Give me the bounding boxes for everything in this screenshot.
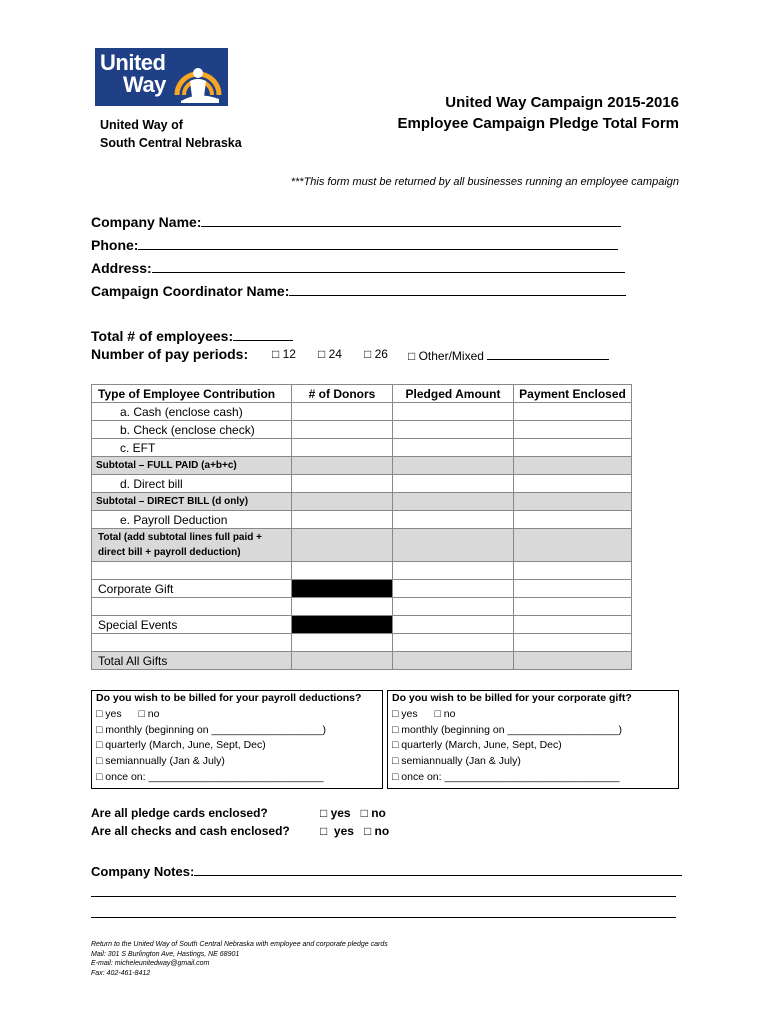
company-name-field[interactable] [91,212,621,230]
table-header-row [92,385,632,403]
cell-input[interactable] [292,529,393,562]
pay-period-26[interactable]: □ 26 [364,347,388,361]
cell-input[interactable] [514,511,632,529]
cell-input[interactable] [393,493,514,511]
payroll-once-option[interactable]: □ once on: ______________________________ [96,770,324,783]
blocked-cell [292,580,393,598]
footer-line-1: Return to the United Way of South Central Nebraska with employee and corporate pledge cards [91,941,388,948]
logo-text-way: Way [123,72,166,97]
cell-input[interactable] [393,421,514,439]
org-line-2: South Central Nebraska [100,136,242,150]
row-label-check: b. Check (enclose check) [92,421,292,439]
table-row [92,421,632,439]
return-instructions [91,940,388,978]
cell-input[interactable] [292,457,393,475]
payroll-monthly-option[interactable]: □ monthly (beginning on ___________________) [96,723,326,736]
table-row [92,475,632,493]
total-label-line-2: direct bill + payroll deduction) [98,547,241,558]
pay-period-other-label: □ Other/Mixed [408,349,484,363]
spacer-cell [514,634,632,652]
cell-input[interactable] [292,439,393,457]
spacer-cell [393,562,514,580]
cell-input[interactable] [514,475,632,493]
table-row [92,598,632,616]
logo-text-united: United [100,50,166,75]
cell-input[interactable] [393,652,514,670]
table-row [92,652,632,670]
hand-rainbow-icon [173,51,223,103]
coordinator-field[interactable] [91,281,626,299]
spacer-cell [393,598,514,616]
corporate-once-option[interactable]: □ once on: ______________________________ [392,770,620,783]
cell-input[interactable] [514,580,632,598]
return-notice: ***This form must be returned by all businesses running an employee campaign [290,176,679,188]
table-row [92,616,632,634]
table-row [92,511,632,529]
footer-fax: Fax: 402-461-8412 [91,969,151,977]
contribution-table [91,384,632,670]
payroll-no-checkbox[interactable]: □ no [138,707,160,720]
table-row [92,439,632,457]
corporate-no-checkbox[interactable]: □ no [434,707,456,720]
company-notes-line-3[interactable] [91,917,676,918]
table-row [92,457,632,475]
company-notes-line-1[interactable] [194,862,682,876]
cell-input[interactable] [393,475,514,493]
header-pledged: Pledged Amount [393,385,514,403]
cell-input[interactable] [393,439,514,457]
footer-mail: Mail: 301 S Burlington Ave, Hastings, NE 68901 [91,950,240,958]
row-label-payroll: e. Payroll Deduction [92,511,292,529]
corporate-quarterly-option[interactable]: □ quarterly (March, June, Sept, Dec) [392,739,562,752]
cell-input[interactable] [393,529,514,562]
table-row [92,580,632,598]
row-label-direct-bill: d. Direct bill [92,475,292,493]
payroll-billing-question: Do you wish to be billed for your payroll deductions? [96,692,362,704]
row-label-cash: a. Cash (enclose cash) [92,403,292,421]
table-row [92,634,632,652]
corporate-billing-question: Do you wish to be billed for your corporate gift? [392,692,632,704]
blocked-cell [292,616,393,634]
phone-label: Phone: [91,237,139,253]
total-employees-field[interactable] [91,326,293,344]
organization-name [100,116,242,152]
company-notes-line-2[interactable] [91,896,676,897]
cell-input[interactable] [292,652,393,670]
cell-input[interactable] [514,493,632,511]
payroll-billing-box [91,690,383,789]
corporate-semiannual-option[interactable]: □ semiannually (Jan & July) [392,755,521,768]
cell-input[interactable] [514,529,632,562]
cell-input[interactable] [514,421,632,439]
address-field[interactable] [91,258,625,276]
cell-input[interactable] [393,457,514,475]
form-title [398,92,679,134]
cell-input[interactable] [292,511,393,529]
total-employees-line[interactable] [233,326,293,341]
table-row [92,403,632,421]
company-notes-label: Company Notes: [91,864,195,879]
spacer-cell [92,562,292,580]
spacer-cell [292,562,393,580]
pay-period-12[interactable]: □ 12 [272,347,296,361]
united-way-logo [95,48,228,106]
table-row [92,493,632,511]
phone-line[interactable] [138,235,618,250]
total-label-line-1: Total (add subtotal lines full paid + [98,532,262,543]
cell-input[interactable] [292,475,393,493]
row-label-subtotal-direct: Subtotal – DIRECT BILL (d only) [92,493,292,511]
pay-period-24[interactable]: □ 24 [318,347,342,361]
row-label-total [92,529,292,562]
company-notes-field[interactable] [91,862,682,879]
header-enclosed: Payment Enclosed [514,385,632,403]
coordinator-line[interactable] [289,281,626,296]
title-line-1: United Way Campaign 2015-2016 [445,94,679,111]
cell-input[interactable] [514,457,632,475]
cell-input[interactable] [514,652,632,670]
org-line-1: United Way of [100,118,183,132]
payroll-semiannual-option[interactable]: □ semiannually (Jan & July) [96,755,225,768]
payroll-yes-no-row [96,707,378,723]
title-line-2: Employee Campaign Pledge Total Form [397,115,679,132]
pay-periods-label: Number of pay periods: [91,346,249,362]
row-label-subtotal-full: Subtotal – FULL PAID (a+b+c) [92,457,292,475]
cell-input[interactable] [393,511,514,529]
cell-input[interactable] [393,403,514,421]
phone-field[interactable] [91,235,618,253]
spacer-cell [514,562,632,580]
cell-input[interactable] [292,403,393,421]
row-label-special-events: Special Events [92,616,292,634]
spacer-cell [92,598,292,616]
header-type: Type of Employee Contribution [92,385,292,403]
company-name-label: Company Name: [91,214,202,230]
address-line[interactable] [152,258,625,273]
spacer-cell [92,634,292,652]
checks-cash-question: Are all checks and cash enclosed? [91,824,290,838]
total-employees-label: Total # of employees: [91,328,234,344]
corporate-yes-checkbox[interactable]: □ yes [392,707,418,720]
pledge-cards-question: Are all pledge cards enclosed? [91,806,268,820]
header-donors: # of Donors [292,385,393,403]
spacer-cell [514,598,632,616]
row-label-eft: c. EFT [92,439,292,457]
pledge-cards-answer[interactable]: □ yes □ no [320,806,386,820]
cell-input[interactable] [514,439,632,457]
row-label-total-all: Total All Gifts [92,652,292,670]
table-row [92,562,632,580]
spacer-cell [292,634,393,652]
cell-input[interactable] [393,616,514,634]
table-row [92,529,632,562]
cell-input[interactable] [393,580,514,598]
spacer-cell [393,634,514,652]
pay-period-other[interactable] [408,347,609,363]
cell-input[interactable] [292,421,393,439]
company-name-line[interactable] [201,212,621,227]
cell-input[interactable] [514,403,632,421]
pay-period-other-line[interactable] [487,347,609,360]
address-label: Address: [91,260,152,276]
payroll-yes-checkbox[interactable]: □ yes [96,707,122,720]
cell-input[interactable] [514,616,632,634]
footer-email: E-mail: micheleunitedway@gmail.com [91,960,210,967]
corporate-monthly-option[interactable]: □ monthly (beginning on ___________________) [392,723,622,736]
payroll-quarterly-option[interactable]: □ quarterly (March, June, Sept, Dec) [96,739,266,752]
corporate-yes-no-row [392,707,674,723]
coordinator-label: Campaign Coordinator Name: [91,283,290,299]
spacer-cell [292,598,393,616]
cell-input[interactable] [292,493,393,511]
checks-cash-answer[interactable]: □ yes □ no [320,824,390,838]
corporate-billing-box [387,690,679,789]
row-label-corporate-gift: Corporate Gift [92,580,292,598]
